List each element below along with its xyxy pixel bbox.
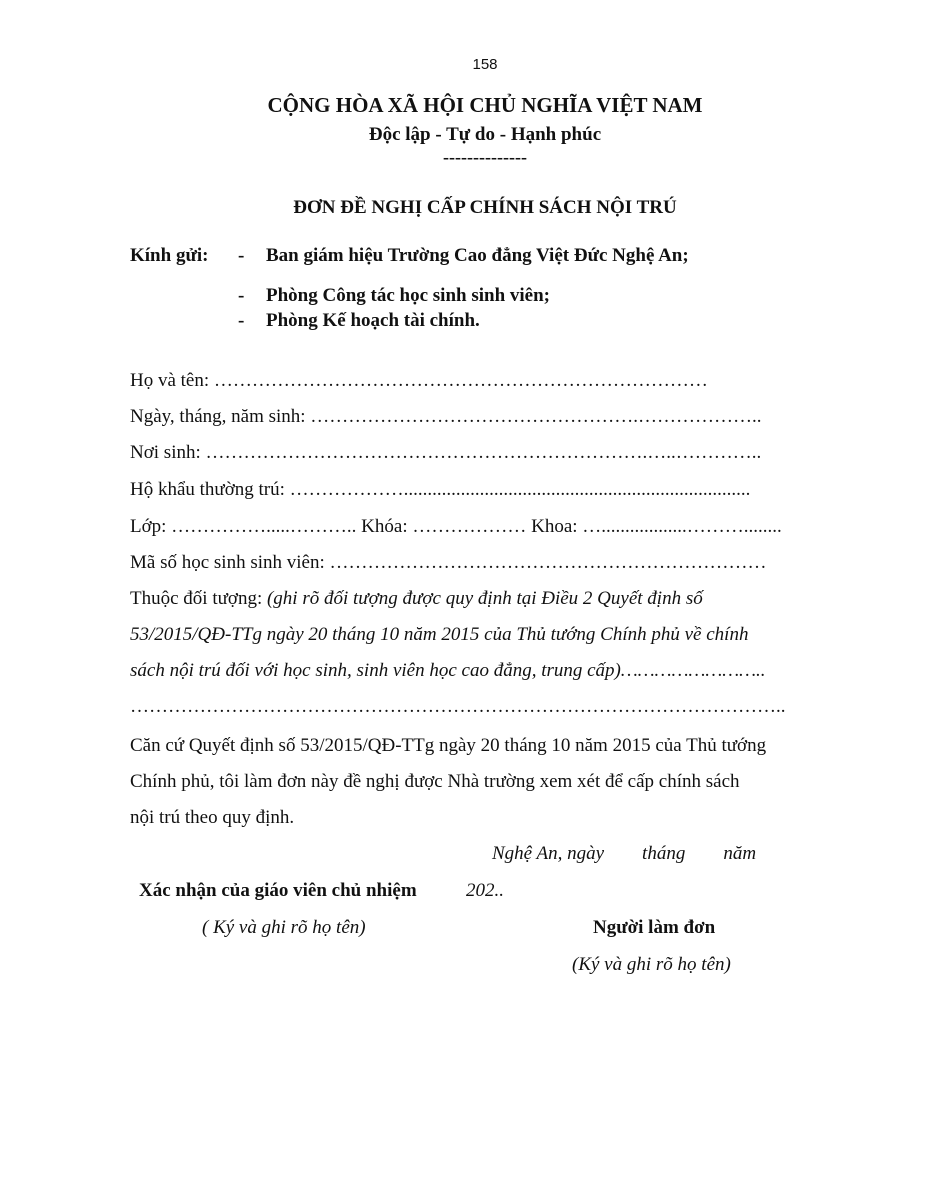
year-value: 202.. bbox=[466, 880, 504, 901]
student-id-field: Mã số học sinh sinh viên: …………………………………………………………… bbox=[130, 552, 767, 573]
dob-field: Ngày, tháng, năm sinh: …………………………………………….……………….. bbox=[130, 406, 762, 427]
recipient-2: Phòng Công tác học sinh sinh viên; bbox=[266, 285, 551, 306]
recipient-bullet-1: - bbox=[238, 245, 245, 266]
residence-field: Hộ khẩu thường trú: ………………......................................................................... bbox=[130, 479, 751, 500]
teacher-sign-note: ( Ký và ghi rõ họ tên) bbox=[202, 917, 366, 938]
national-title: CỘNG HÒA XÃ HỘI CHỦ NGHĨA VIỆT NAM bbox=[267, 93, 703, 117]
recipient-label: Kính gửi: bbox=[130, 245, 209, 266]
document-title: ĐƠN ĐỀ NGHỊ CẤP CHÍNH SÁCH NỘI TRÚ bbox=[293, 197, 677, 218]
place-date: Nghệ An, ngày tháng năm bbox=[492, 843, 757, 864]
class-course-faculty-field: Lớp: …………….....……….. Khóa: ……………… Khoa: …..................………........ bbox=[130, 516, 782, 537]
category-line-1 bbox=[130, 581, 842, 617]
category-line-3: sách nội trú đối với học sinh, sinh viên học cao đẳng, trung cấp)…………………….. bbox=[130, 660, 766, 681]
recipient-bullet-2: - bbox=[238, 285, 245, 306]
applicant-label: Người làm đơn bbox=[593, 917, 716, 938]
category-line-2: 53/2015/QĐ-TTg ngày 20 tháng 10 năm 2015 của Thủ tướng Chính phủ về chính bbox=[130, 624, 749, 645]
category-note-1: (ghi rõ đối tượng được quy định tại Điều 2 Quyết định số bbox=[266, 588, 703, 609]
basis-line-3: nội trú theo quy định. bbox=[130, 807, 295, 828]
birthplace-field: Nơi sinh: …………………………………………………………….…..………….. bbox=[130, 442, 762, 463]
basis-line-2: Chính phủ, tôi làm đơn này đề nghị được Nhà trường xem xét để cấp chính sách bbox=[130, 771, 740, 792]
national-motto: Độc lập - Tự do - Hạnh phúc bbox=[368, 124, 602, 145]
category-section bbox=[130, 581, 842, 725]
recipient-1: Ban giám hiệu Trường Cao đẳng Việt Đức Nghệ An; bbox=[266, 245, 689, 266]
category-line-4: ………………………………………………………………………………………….. bbox=[130, 696, 786, 717]
basis-section bbox=[130, 728, 842, 836]
recipient-bullet-3: - bbox=[238, 310, 245, 331]
category-label: Thuộc đối tượng: bbox=[130, 588, 267, 609]
header-divider: -------------- bbox=[443, 147, 527, 167]
name-field: Họ và tên: …………………………………………………………………… bbox=[130, 370, 708, 391]
teacher-confirmation-label: Xác nhận của giáo viên chủ nhiệm bbox=[139, 880, 417, 901]
applicant-sign-note: (Ký và ghi rõ họ tên) bbox=[572, 954, 731, 975]
page-number: 158 bbox=[472, 56, 498, 73]
basis-line-1: Căn cứ Quyết định số 53/2015/QĐ-TTg ngày 20 tháng 10 năm 2015 của Thủ tướng bbox=[130, 735, 767, 756]
recipient-3: Phòng Kế hoạch tài chính. bbox=[266, 310, 480, 331]
